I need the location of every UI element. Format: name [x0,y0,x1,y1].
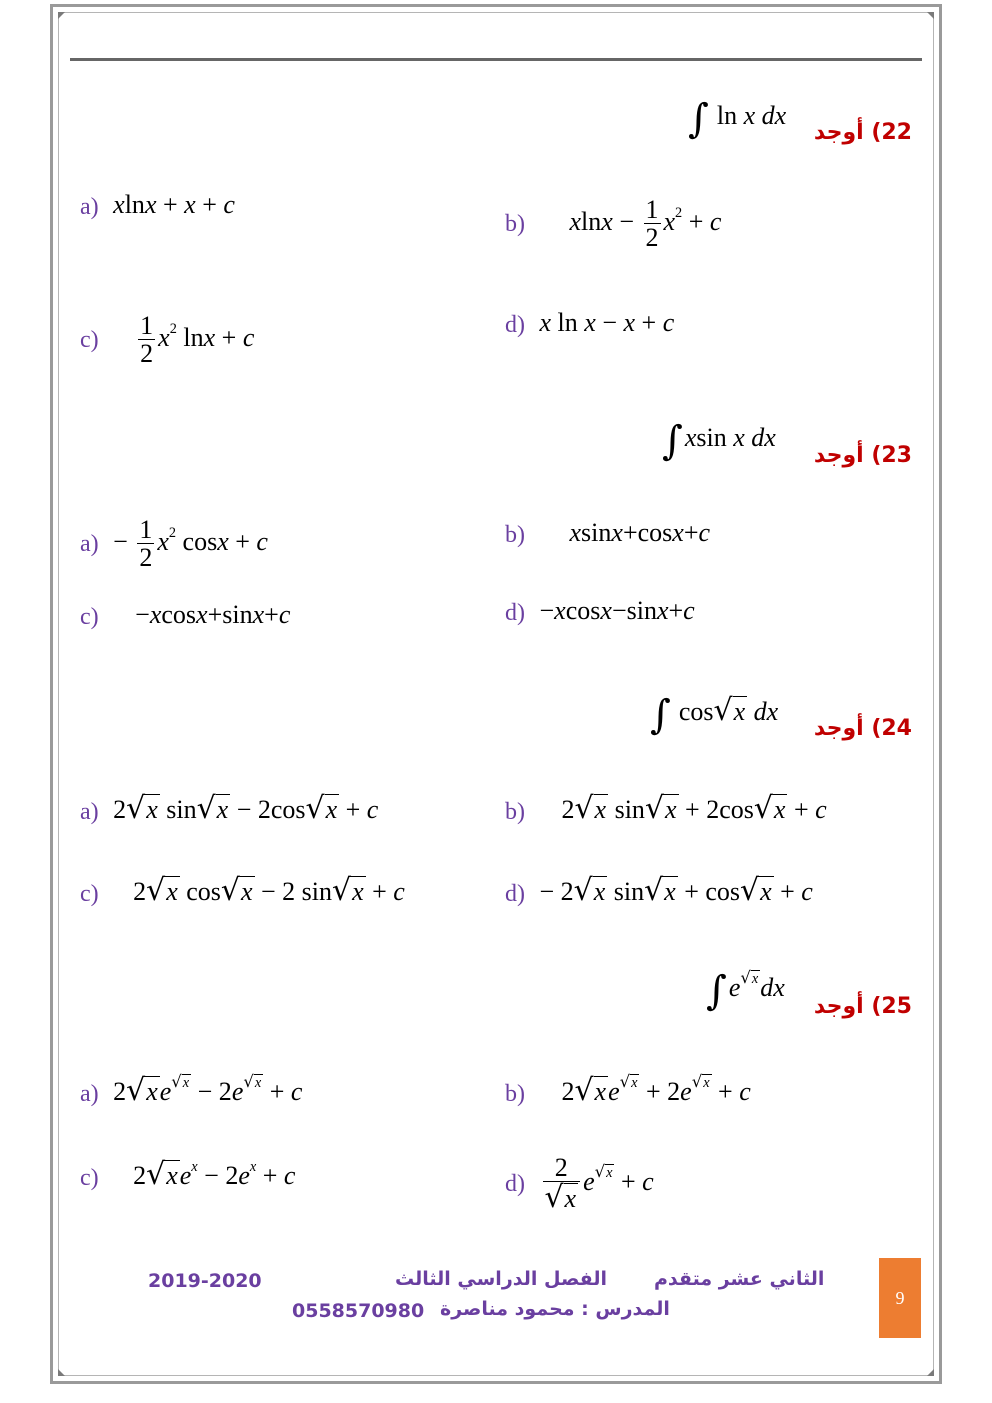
header-rule [70,58,922,61]
question-23-option-b[interactable]: b) xsinx+cosx+c [505,518,711,549]
question-23-option-d[interactable]: d) −xcosx−sinx+c [505,596,695,627]
question-23-integral: ∫xsin x dx [662,418,776,464]
corner-ornament [58,12,65,19]
question-23-number: 23) أوجد [813,443,912,468]
question-23-option-c[interactable]: c) −xcosx+sinx+c [80,600,291,631]
question-24-option-d[interactable]: d) − 2√x sin√x + cos√x + c [505,873,813,908]
footer-grade: الثاني عشر متقدم [654,1268,825,1290]
footer-year: 2019-2020 [148,1270,262,1292]
question-24-number: 24) أوجد [813,716,912,741]
question-24-integral: ∫ cos√x dx [650,692,779,738]
question-25-integral: $\int e^{√x}dx$ [706,968,785,1014]
footer-phone: 0558570980 [292,1300,425,1322]
question-22-option-d[interactable]: d) x ln x − x + c [505,308,675,339]
question-25-option-d[interactable]: d) $\frac{2}{√x}$ $e^{√x} + c$ [505,1153,654,1216]
corner-ornament [927,12,934,19]
question-22-option-b[interactable]: b) xlnx − $\frac{1}{2}$ $x^2 + c$ [505,195,722,253]
question-22-number: 22) أوجد [813,120,912,145]
question-25-option-a[interactable]: a) $2√xe^{√x} - 2e^{√x} + c$ [80,1072,303,1108]
question-22-option-c[interactable]: c) $\frac{1}{2}$ $x^2$ lnx + c [80,311,255,369]
page-number: 9 [895,1288,905,1308]
page-number-box [879,1258,921,1338]
corner-ornament [58,1369,65,1376]
corner-ornament [927,1369,934,1376]
question-25-number: 25) أوجد [813,994,912,1019]
question-22-option-a[interactable]: a) xlnx + x + c [80,190,235,221]
question-23-option-a[interactable]: a) − $\frac{1}{2}$ $x^2$ cosx + c [80,515,268,573]
question-24-option-c[interactable]: c) 2√x cos√x − 2 sin√x + c [80,873,405,908]
question-25-option-c[interactable]: c) $2√xe^x - 2e^x + c$ [80,1157,296,1192]
question-24-option-a[interactable]: a) 2√x sin√x − 2cos√x + c [80,791,379,826]
question-24-option-b[interactable]: b) 2√x sin√x + 2cos√x + c [505,791,827,826]
question-25-option-b[interactable]: b) $2√xe^{√x} + 2e^{√x} + c$ [505,1072,751,1108]
question-22-integral: ∫ ln x dx [688,96,787,142]
footer-teacher: المدرس : محمود مناصرة [440,1298,670,1320]
footer-semester: الفصل الدراسي الثالث [395,1268,607,1290]
